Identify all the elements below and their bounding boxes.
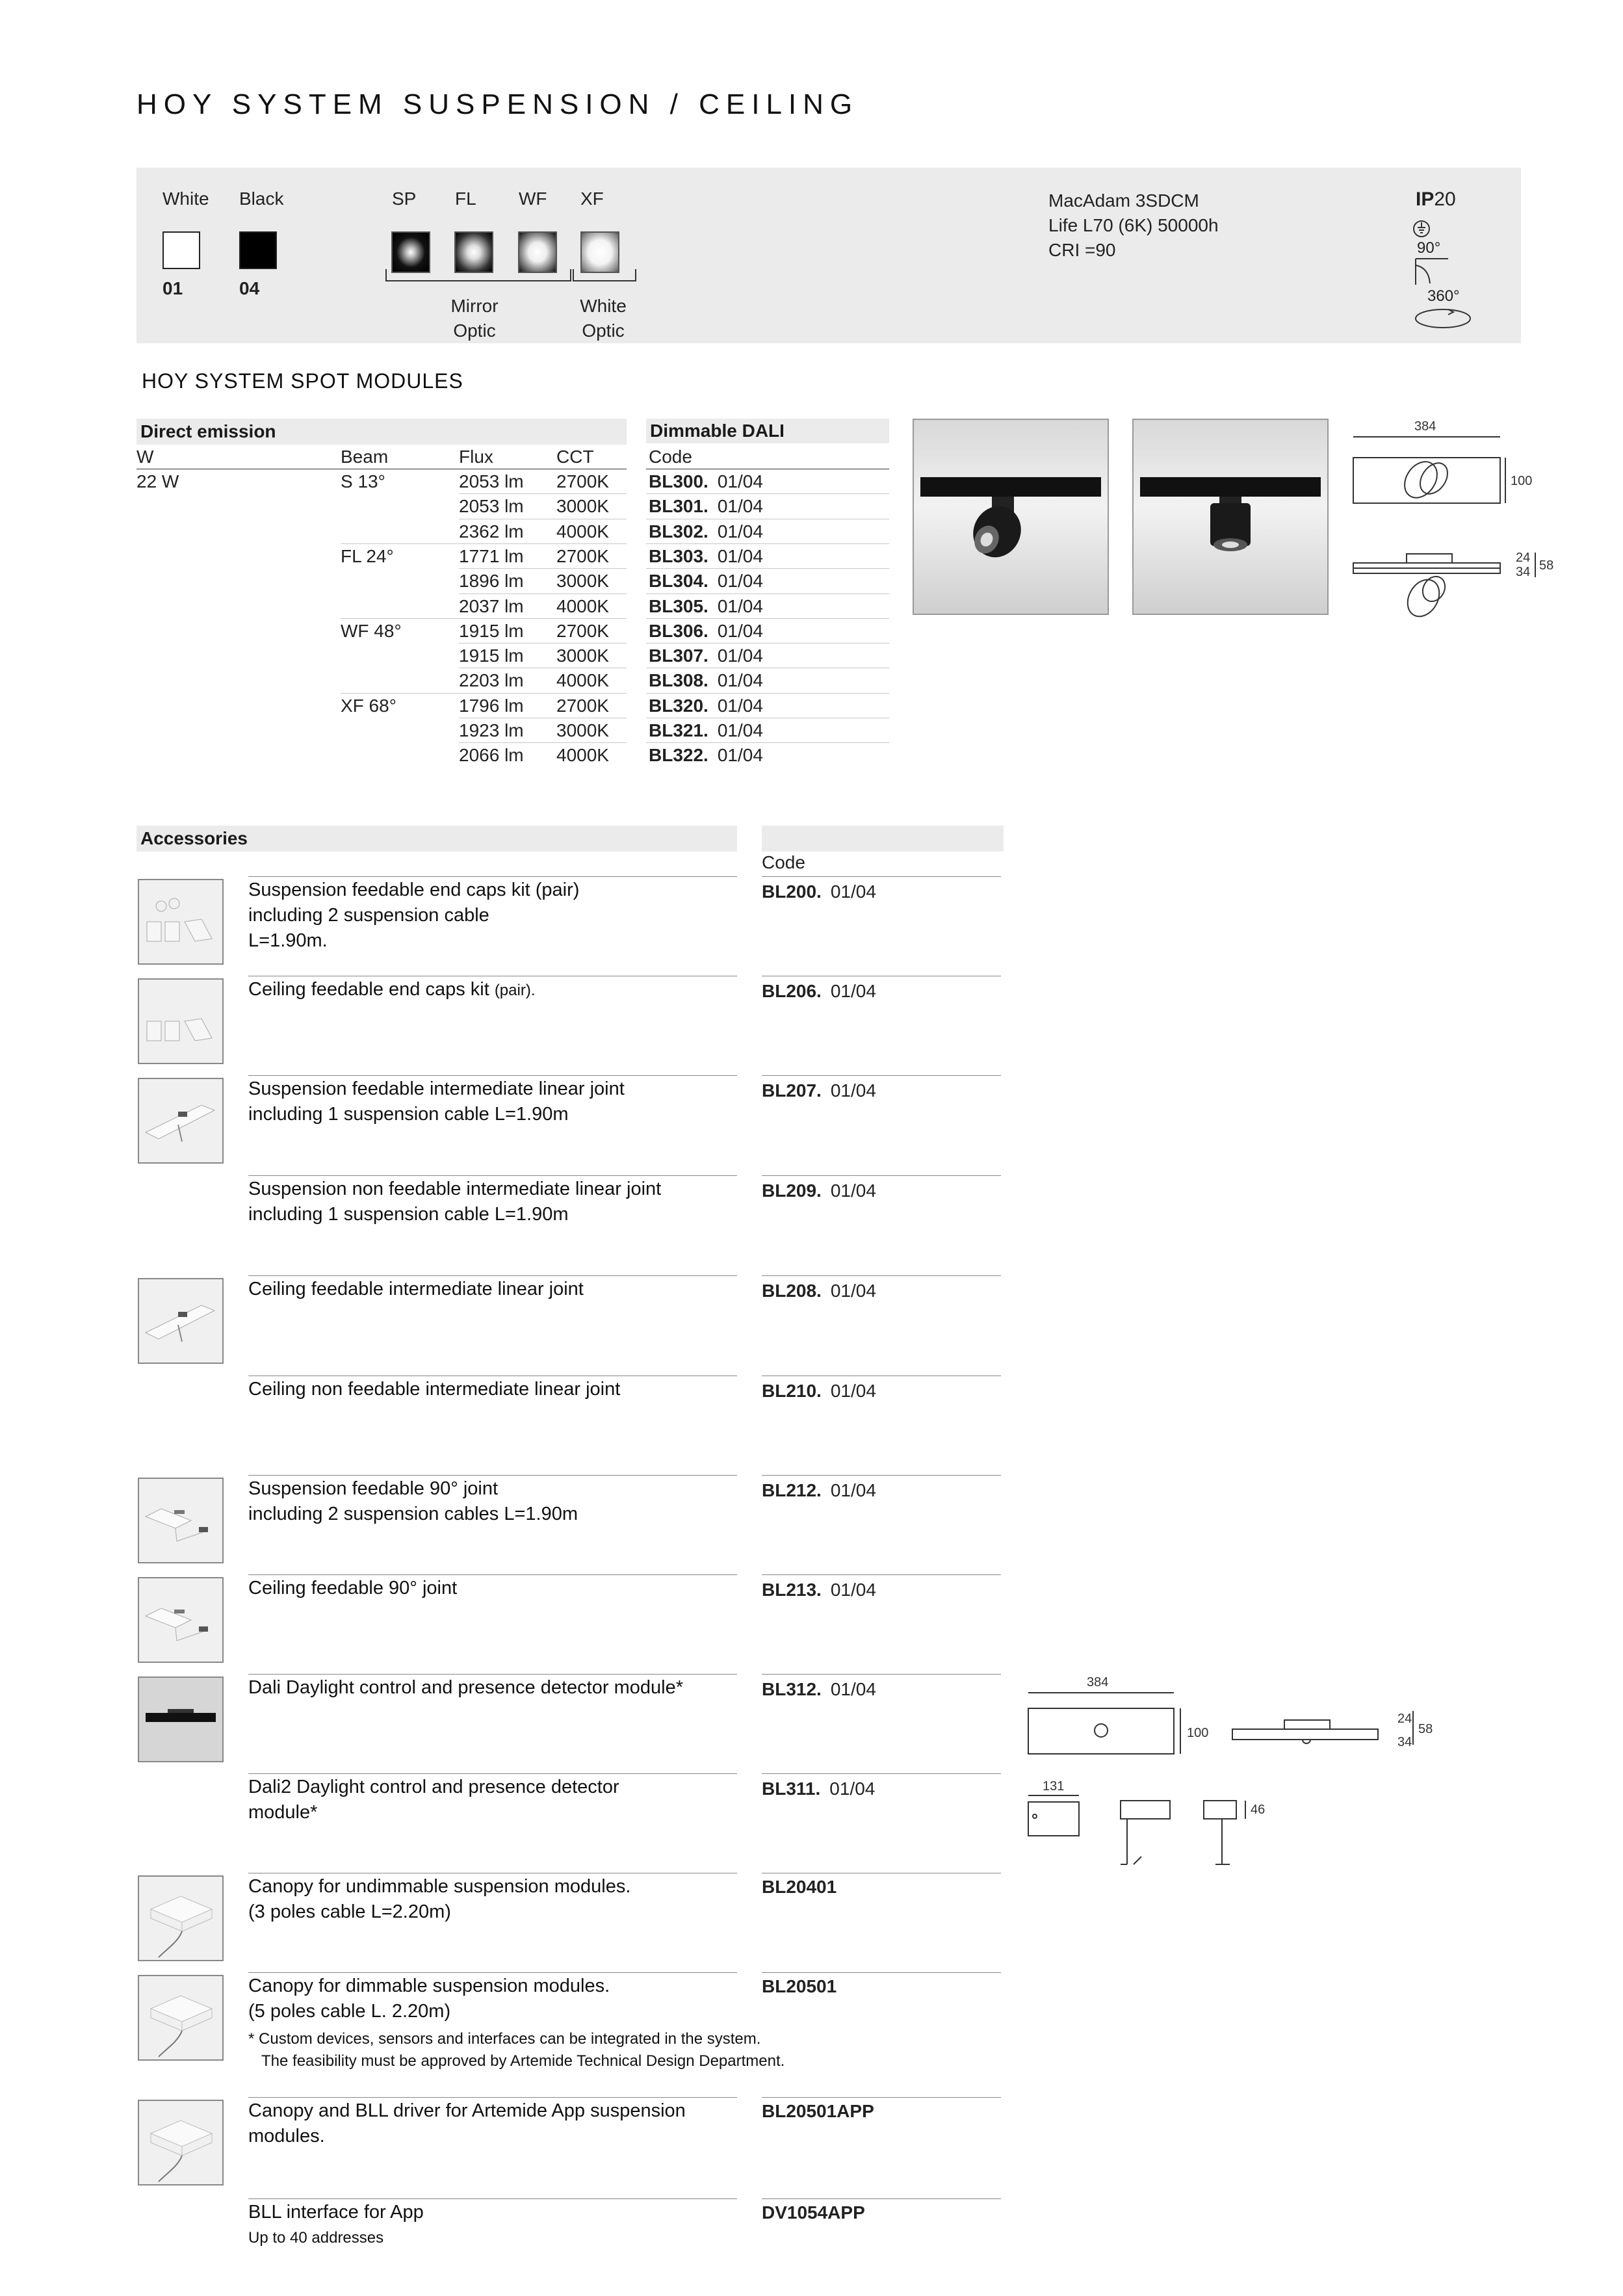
accessory-thumbnail bbox=[138, 1875, 224, 1961]
accessory-code-rule bbox=[762, 1475, 1001, 1476]
accessory-thumbnail bbox=[138, 1577, 224, 1663]
svg-text:34: 34 bbox=[1397, 1735, 1412, 1749]
product-photo-tilted bbox=[913, 419, 1109, 615]
accessory-code: BL206. 01/04 bbox=[762, 981, 876, 1001]
accessory-description: Canopy for dimmable suspension modules. (5 poles cable L. 2.20m) bbox=[248, 1976, 610, 2022]
svg-text:131: 131 bbox=[1043, 1779, 1065, 1794]
cct-cell: 3000K bbox=[556, 646, 609, 666]
flux-cell: 1896 lm bbox=[459, 571, 524, 592]
dali-code-cell bbox=[649, 494, 763, 519]
accessory-rule bbox=[248, 1275, 737, 1276]
accessory-thumbnail bbox=[138, 879, 224, 965]
row-divider bbox=[459, 742, 627, 743]
direct-emission-header: Direct emission bbox=[136, 419, 627, 445]
ip-rating: IP20 bbox=[1416, 189, 1456, 210]
dali-code-cell bbox=[649, 694, 763, 718]
flux-cell: 2066 lm bbox=[459, 745, 524, 766]
flux-cell: 2037 lm bbox=[459, 595, 524, 616]
accessory-rule bbox=[248, 876, 737, 877]
finish-swatch-white bbox=[162, 231, 200, 269]
accessory-code: BL311. 01/04 bbox=[762, 1779, 876, 1799]
cct-cell: 3000K bbox=[556, 720, 609, 740]
col-flux: Flux bbox=[459, 447, 493, 467]
accessory-code: BL209. 01/04 bbox=[762, 1181, 876, 1201]
dali-finish: 01/04 bbox=[717, 720, 763, 740]
dali-code: BL320. bbox=[649, 695, 708, 716]
accessory-thumbnail bbox=[138, 1975, 224, 2061]
accessory-description: Suspension non feedable intermediate linear joint including 1 suspension cable L=1.90m bbox=[248, 1179, 662, 1225]
accessory-thumbnail bbox=[138, 1078, 224, 1164]
accessory-rule bbox=[248, 1972, 737, 1973]
cct-cell: 2700K bbox=[556, 471, 609, 491]
accessory-code-rule bbox=[762, 2198, 1001, 2199]
dali-code-cell bbox=[649, 619, 763, 644]
code-row-divider bbox=[646, 493, 889, 494]
accessory-code: BL213. 01/04 bbox=[762, 1580, 876, 1600]
accessory-description: Dali2 Daylight control and presence detector module* bbox=[248, 1777, 619, 1823]
svg-text:24: 24 bbox=[1397, 1712, 1412, 1726]
accessory-rule bbox=[248, 1674, 737, 1675]
accessory-thumbnail bbox=[138, 1478, 224, 1563]
accessory-code: BL20501 bbox=[762, 1976, 837, 1996]
accessory-code: BL20401 bbox=[762, 1877, 837, 1897]
finish-label-black: Black bbox=[239, 189, 284, 209]
dali-finish: 01/04 bbox=[717, 521, 763, 541]
dali-finish: 01/04 bbox=[717, 595, 763, 616]
svg-text:384: 384 bbox=[1087, 1675, 1109, 1689]
accessory-description: Canopy and BLL driver for Artemide App suspension modules. bbox=[248, 2100, 686, 2146]
svg-text:46: 46 bbox=[1251, 1803, 1266, 1817]
accessory-description: Ceiling feedable intermediate linear joint bbox=[248, 1279, 584, 1299]
light-specs: MacAdam 3SDCM Life L70 (6K) 50000h CRI =90 bbox=[1048, 190, 1219, 260]
cct-cell: 3000K bbox=[556, 571, 609, 592]
flux-cell: 1923 lm bbox=[459, 720, 524, 740]
dali-finish: 01/04 bbox=[717, 695, 763, 716]
page-title: HOY SYSTEM SUSPENSION / CEILING bbox=[136, 88, 859, 120]
code-row-divider bbox=[646, 643, 889, 644]
accessory-code-rule bbox=[762, 1275, 1001, 1276]
dali-code: BL305. bbox=[649, 595, 708, 616]
dali-finish: 01/04 bbox=[717, 545, 763, 566]
finish-code-white: 01 bbox=[162, 278, 183, 298]
col-cct: CCT bbox=[556, 447, 594, 467]
dali-code: BL301. bbox=[649, 496, 708, 517]
beam-cell: FL 24° bbox=[341, 545, 394, 566]
flux-cell: 1771 lm bbox=[459, 545, 524, 566]
dali-finish: 01/04 bbox=[717, 745, 763, 766]
dali-finish: 01/04 bbox=[717, 571, 763, 592]
svg-text:58: 58 bbox=[1418, 1722, 1433, 1736]
row-divider bbox=[459, 493, 627, 494]
spec-band bbox=[136, 168, 1521, 343]
accessory-rule bbox=[248, 2198, 737, 2199]
accessory-code: BL212. 01/04 bbox=[762, 1480, 876, 1500]
dali-code: BL307. bbox=[649, 646, 708, 666]
finish-label-white: White bbox=[162, 189, 209, 209]
accessory-code-rule bbox=[762, 1674, 1001, 1675]
beam-cell: XF 68° bbox=[341, 695, 396, 716]
accessory-rule bbox=[248, 2097, 737, 2098]
accessory-code-rule bbox=[762, 2097, 1001, 2098]
optic-group-white: White Optic bbox=[580, 296, 627, 341]
row-divider bbox=[459, 643, 627, 644]
accessory-description: Suspension feedable 90° joint including 2 suspension cables L=1.90m bbox=[248, 1478, 578, 1524]
optic-swatch-xf bbox=[580, 231, 619, 273]
optic-swatch-fl bbox=[454, 231, 493, 273]
accessory-code-rule bbox=[762, 876, 1001, 877]
code-row-divider bbox=[646, 568, 889, 569]
accessory-description: Ceiling non feedable intermediate linear joint bbox=[248, 1379, 621, 1400]
dali-code: BL303. bbox=[649, 545, 708, 566]
svg-text:34: 34 bbox=[1516, 565, 1531, 579]
cct-cell: 3000K bbox=[556, 496, 609, 517]
beam-cell: WF 48° bbox=[341, 620, 402, 641]
accessory-thumbnail bbox=[138, 1676, 224, 1762]
code-row-divider bbox=[646, 618, 889, 619]
accessory-rule bbox=[248, 1175, 737, 1176]
optic-label-xf: XF bbox=[580, 189, 604, 209]
accessory-code-rule bbox=[762, 1075, 1001, 1076]
cct-cell: 4000K bbox=[556, 745, 609, 766]
accessory-rule bbox=[248, 1075, 737, 1076]
optic-group-mirror: Mirror Optic bbox=[450, 296, 499, 341]
dali-finish: 01/04 bbox=[717, 471, 763, 491]
flux-cell: 2053 lm bbox=[459, 471, 524, 491]
svg-text:24: 24 bbox=[1516, 551, 1531, 565]
dali-code-cell bbox=[649, 644, 763, 668]
dali-code: BL300. bbox=[649, 471, 708, 491]
accessory-code-rule bbox=[762, 1574, 1001, 1575]
dali-code-cell bbox=[649, 743, 763, 768]
accessories-header: Accessories bbox=[136, 826, 737, 852]
code-row-divider bbox=[646, 742, 889, 743]
accessories-code-band bbox=[762, 826, 1004, 852]
dali-code: BL308. bbox=[649, 670, 708, 691]
accessory-rule bbox=[248, 1574, 737, 1575]
optic-swatch-sp bbox=[391, 231, 430, 273]
accessory-code: BL210. 01/04 bbox=[762, 1381, 876, 1401]
accessory-description: BLL interface for App Up to 40 addresses bbox=[248, 2202, 424, 2247]
dali-code-cell bbox=[649, 718, 763, 743]
modules-title: HOY SYSTEM SPOT MODULES bbox=[142, 369, 463, 393]
optic-group-brackets bbox=[385, 268, 638, 290]
accessory-code-rule bbox=[762, 1773, 1001, 1774]
finish-code-black: 04 bbox=[239, 278, 260, 298]
accessory-code: BL312. 01/04 bbox=[762, 1679, 876, 1699]
detector-dimension-drawing bbox=[1027, 1675, 1443, 1889]
dali-code: BL304. bbox=[649, 571, 708, 592]
accessory-description: Ceiling feedable 90° joint bbox=[248, 1578, 458, 1598]
cct-cell: 4000K bbox=[556, 670, 609, 691]
accessory-rule bbox=[248, 1773, 737, 1774]
accessory-code-rule bbox=[762, 1972, 1001, 1973]
svg-text:100: 100 bbox=[1511, 474, 1533, 488]
accessory-description: Canopy for undimmable suspension modules. (3 poles cable L=2.20m) bbox=[248, 1876, 631, 1922]
flux-cell: 1796 lm bbox=[459, 695, 524, 716]
flux-cell: 2362 lm bbox=[459, 521, 524, 541]
module-dimension-drawing bbox=[1352, 419, 1566, 640]
svg-text:100: 100 bbox=[1187, 1726, 1209, 1740]
optic-label-fl: FL bbox=[455, 189, 476, 209]
col-w: W bbox=[136, 447, 154, 467]
dali-code-cell bbox=[649, 519, 763, 544]
cct-cell: 2700K bbox=[556, 545, 609, 566]
dali-finish: 01/04 bbox=[717, 620, 763, 641]
svg-text:58: 58 bbox=[1539, 558, 1554, 573]
tilt-angle: 90° bbox=[1417, 239, 1441, 257]
optic-label-sp: SP bbox=[392, 189, 417, 209]
flux-cell: 1915 lm bbox=[459, 646, 524, 666]
cct-cell: 2700K bbox=[556, 695, 609, 716]
code-row-divider bbox=[646, 693, 889, 694]
code-row-divider bbox=[646, 543, 889, 544]
accessory-rule bbox=[248, 1475, 737, 1476]
flux-cell: 2053 lm bbox=[459, 496, 524, 517]
finish-swatch-black bbox=[239, 231, 277, 269]
accessory-code: BL20501APP bbox=[762, 2101, 874, 2121]
pan-angle: 360° bbox=[1427, 287, 1460, 305]
accessory-description: Suspension feedable intermediate linear joint including 1 suspension cable L=1.90m bbox=[248, 1078, 625, 1125]
rotation-icon bbox=[1410, 215, 1475, 332]
cct-cell: 4000K bbox=[556, 521, 609, 541]
dali-code: BL322. bbox=[649, 745, 708, 766]
row-divider bbox=[341, 543, 627, 544]
optic-label-wf: WF bbox=[519, 189, 547, 209]
dali-finish: 01/04 bbox=[717, 646, 763, 666]
row-divider bbox=[341, 693, 627, 694]
flux-cell: 1915 lm bbox=[459, 620, 524, 641]
col-code: Code bbox=[649, 447, 692, 467]
dali-code: BL306. bbox=[649, 620, 708, 641]
accessory-thumbnail bbox=[138, 1278, 224, 1364]
dali-code-cell bbox=[649, 469, 763, 494]
accessory-thumbnail bbox=[138, 2100, 224, 2185]
accessory-description: Suspension feedable end caps kit (pair) including 2 suspension cable L=1.90m. bbox=[248, 880, 580, 951]
col-beam: Beam bbox=[341, 447, 389, 467]
dali-code: BL321. bbox=[649, 720, 708, 740]
dali-code-cell bbox=[649, 569, 763, 594]
dali-code: BL302. bbox=[649, 521, 708, 541]
svg-text:384: 384 bbox=[1414, 419, 1436, 434]
accessory-description: Dali Daylight control and presence detector module* bbox=[248, 1677, 683, 1698]
dali-finish: 01/04 bbox=[717, 496, 763, 517]
dali-code-cell bbox=[649, 544, 763, 569]
accessory-code: BL200. 01/04 bbox=[762, 881, 876, 902]
footnote: * Custom devices, sensors and interfaces can be integrated in the system. The feasibility must be approved by Artemide Technical Design Department. bbox=[248, 2030, 785, 2070]
power-value: 22 W bbox=[136, 471, 179, 491]
beam-cell: S 13° bbox=[341, 471, 385, 491]
accessory-code: BL208. 01/04 bbox=[762, 1281, 876, 1301]
cct-cell: 2700K bbox=[556, 620, 609, 641]
product-photo-down bbox=[1132, 419, 1329, 615]
dali-code-cell bbox=[649, 668, 763, 693]
accessory-code-rule bbox=[762, 1175, 1001, 1176]
row-divider bbox=[459, 568, 627, 569]
cct-cell: 4000K bbox=[556, 595, 609, 616]
accessory-description: Ceiling feedable end caps kit (pair). bbox=[248, 979, 536, 1000]
accessory-code: DV1054APP bbox=[762, 2202, 865, 2223]
accessory-code: BL207. 01/04 bbox=[762, 1080, 876, 1101]
accessory-thumbnail bbox=[138, 978, 224, 1064]
optic-swatch-wf bbox=[518, 231, 557, 273]
flux-cell: 2203 lm bbox=[459, 670, 524, 691]
row-divider bbox=[341, 618, 627, 619]
accessories-code-label: Code bbox=[762, 852, 805, 872]
dali-finish: 01/04 bbox=[717, 670, 763, 691]
dali-code-cell bbox=[649, 594, 763, 619]
dali-header: Dimmable DALI bbox=[646, 419, 889, 443]
